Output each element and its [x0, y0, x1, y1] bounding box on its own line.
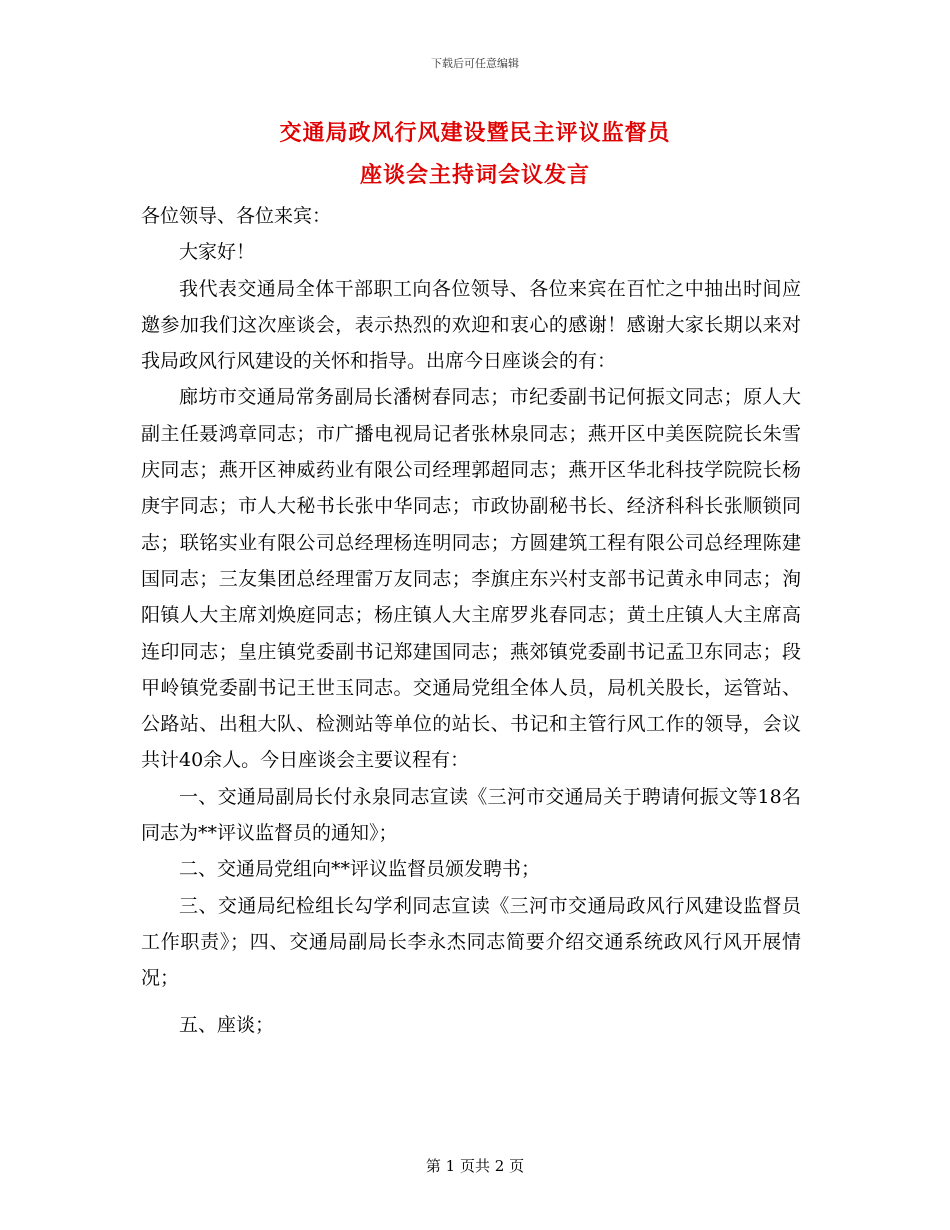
paragraph-welcome: 我代表交通局全体干部职工向各位领导、各位来宾在百忙之中抽出时间应邀参加我们这次座谈会，表示热烈的欢迎和衷心的感谢！感谢大家长期以来对我局政风行风建设的关怀和指导。出席今日座谈会的有： — [141, 277, 801, 373]
page-footer: 第 1 页共 2 页 — [425, 1157, 525, 1175]
salutation: 各位领导、各位来宾： — [141, 205, 332, 227]
greeting: 大家好！ — [179, 241, 256, 264]
agenda-item-2: 二、交通局党组向**评议监督员颁发聘书； — [179, 858, 541, 881]
header-note: 下载后可任意编辑 — [431, 57, 519, 70]
document-title-line-1: 交通局政风行风建设暨民主评议监督员 — [279, 120, 671, 146]
agenda-item-5: 五、座谈； — [179, 1013, 275, 1036]
agenda-item-1: 一、交通局副局长付永泉同志宣读《三河市交通局关于聘请何振文等18名同志为**评议监督员的通知》； — [141, 785, 801, 845]
document-body — [141, 198, 801, 1043]
document-title-line-2: 座谈会主持词会议发言 — [359, 162, 590, 188]
agenda-item-3-4: 三、交通局纪检组长勾学利同志宣读《三河市交通局政风行风建设监督员工作职责》；四、交通局副局长李永杰同志简要介绍交通系统政风行风开展情况； — [141, 894, 801, 990]
paragraph-attendees: 廊坊市交通局常务副局长潘树春同志；市纪委副书记何振文同志；原人大副主任聂鸿章同志；市广播电视局记者张林泉同志；燕开区中美医院院长朱雪庆同志；燕开区神威药业有限公司经理郭超同志；燕开区华北科技学院院长杨庚宇同志；市人大秘书长张中华同志；市政协副秘书长、经济科科长张顺锁同志；联铭实业有限公司总经理杨连明同志；方圆建筑工程有限公司总经理陈建国同志；三友集团总经理雷万友同志；李旗庄东兴村支部书记黄永申同志；洵阳镇人大主席刘焕庭同志；杨庄镇人大主席罗兆春同志；黄土庄镇人大主席高连印同志；皇庄镇党委副书记郑建国同志；燕郊镇党委副书记孟卫东同志；段甲岭镇党委副书记王世玉同志。交通局党组全体人员，局机关股长，运管站、公路站、出租大队、检测站等单位的站长、书记和主管行风工作的领导，会议共计40余人。今日座谈会主要议程有： — [141, 386, 801, 772]
